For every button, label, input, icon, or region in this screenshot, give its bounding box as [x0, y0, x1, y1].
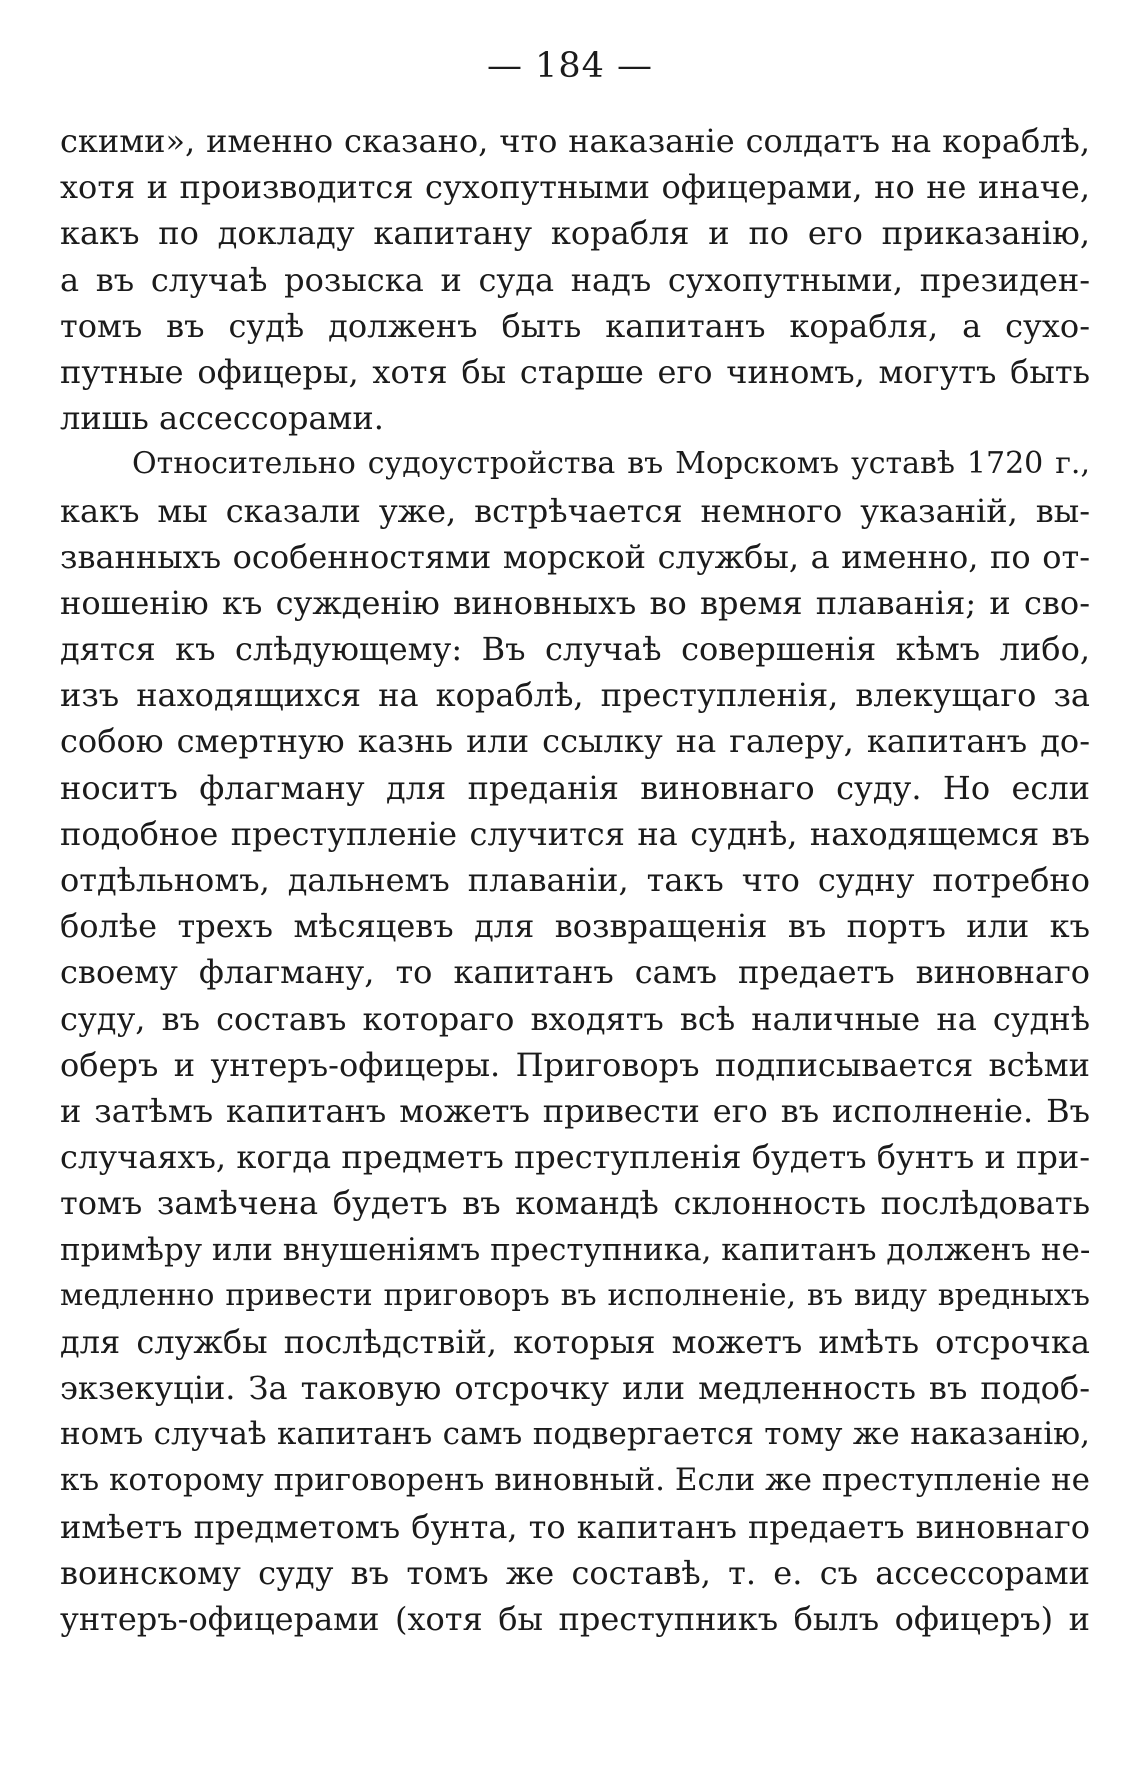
text-line: Относительно судоустройства въ Морскомъ уставѣ 1720 г., [132, 446, 1090, 482]
paragraph-1 [60, 118, 1090, 441]
text-line: дятся къ слѣдующему: Въ случаѣ совершенія кѣмъ либо, [60, 630, 1090, 669]
text-line: своему флагману, то капитанъ самъ предаетъ виновнаго [60, 953, 1090, 992]
text-line: носитъ флагману для преданія виновнаго суду. Но если [60, 768, 1090, 807]
text-line: медленно привести приговоръ въ исполненіе, въ виду вредныхъ [60, 1277, 1090, 1313]
text-line: воинскому суду въ томъ же составѣ, т. е. съ ассессорами [60, 1553, 1090, 1592]
text-line: хотя и производится сухопутными офицерами, но не иначе, [60, 168, 1090, 207]
text-line: имѣетъ предметомъ бунта, то капитанъ предаетъ виновнаго [60, 1507, 1090, 1546]
text-line: болѣе трехъ мѣсяцевъ для возвращенія въ портъ или къ [60, 907, 1090, 946]
text-line: путные офицеры, хотя бы старше его чиномъ, могутъ быть [60, 352, 1090, 391]
text-line: случаяхъ, когда предметъ преступленія будетъ бунтъ и при- [60, 1138, 1090, 1177]
text-line: томъ замѣчена будетъ въ командѣ склонность послѣдовать [60, 1184, 1090, 1223]
text-line: какъ мы сказали уже, встрѣчается немного указаній, вы- [60, 491, 1090, 530]
text-line: подобное преступленіе случится на суднѣ, находящемся въ [60, 814, 1090, 853]
text-line: унтеръ-офицерами (хотя бы преступникъ былъ офицеръ) и [60, 1600, 1090, 1638]
text-line: отдѣльномъ, дальнемъ плаваніи, такъ что судну потребно [60, 861, 1090, 899]
text-line: суду, въ составъ котораго входятъ всѣ наличные на суднѣ [60, 999, 1090, 1038]
text-line: и затѣмъ капитанъ можетъ привести его въ исполненіе. Въ [60, 1091, 1090, 1130]
text-line: оберъ и унтеръ-офицеры. Приговоръ подписывается всѣми [60, 1045, 1090, 1084]
text-line: экзекуціи. За таковую отсрочку или медленность въ подоб- [60, 1369, 1090, 1408]
text-line: скими», именно сказано, что наказаніе солдатъ на кораблѣ, [60, 122, 1090, 160]
text-line: томъ въ судѣ долженъ быть капитанъ корабля, а сухо- [60, 306, 1090, 345]
text-line [60, 1642, 1090, 1688]
text-line: примѣру или внушеніямъ преступника, капитанъ долженъ не- [60, 1231, 1091, 1268]
text-line: къ которому приговоренъ виновный. Если же преступленіе не [60, 1462, 1090, 1499]
text-line: лишь ассессорами. [60, 399, 384, 438]
text-line: номъ случаѣ капитанъ самъ подвергается тому же наказанію, [60, 1416, 1090, 1453]
text-line: какъ по докладу капитану корабля и по его приказанію, [60, 214, 1090, 253]
body-text [60, 118, 1090, 1688]
text-line: для службы послѣдствій, которыя можетъ имѣть отсрочка [60, 1322, 1090, 1361]
page-number: — 184 — [486, 46, 654, 86]
text-line: званныхъ особенностями морской службы, а именно, по от- [60, 537, 1090, 576]
paragraph-2 [60, 441, 1090, 1688]
text-line: собою смертную казнь или ссылку на галеру, капитанъ до- [60, 722, 1090, 761]
text-line: а въ случаѣ розыска и суда надъ сухопутными, президен- [60, 260, 1090, 299]
text-line: изъ находящихся на кораблѣ, преступленія, влекущаго за [60, 676, 1090, 715]
text-line: ношенію къ сужденію виновныхъ во время плаванія; и сво- [60, 583, 1090, 622]
